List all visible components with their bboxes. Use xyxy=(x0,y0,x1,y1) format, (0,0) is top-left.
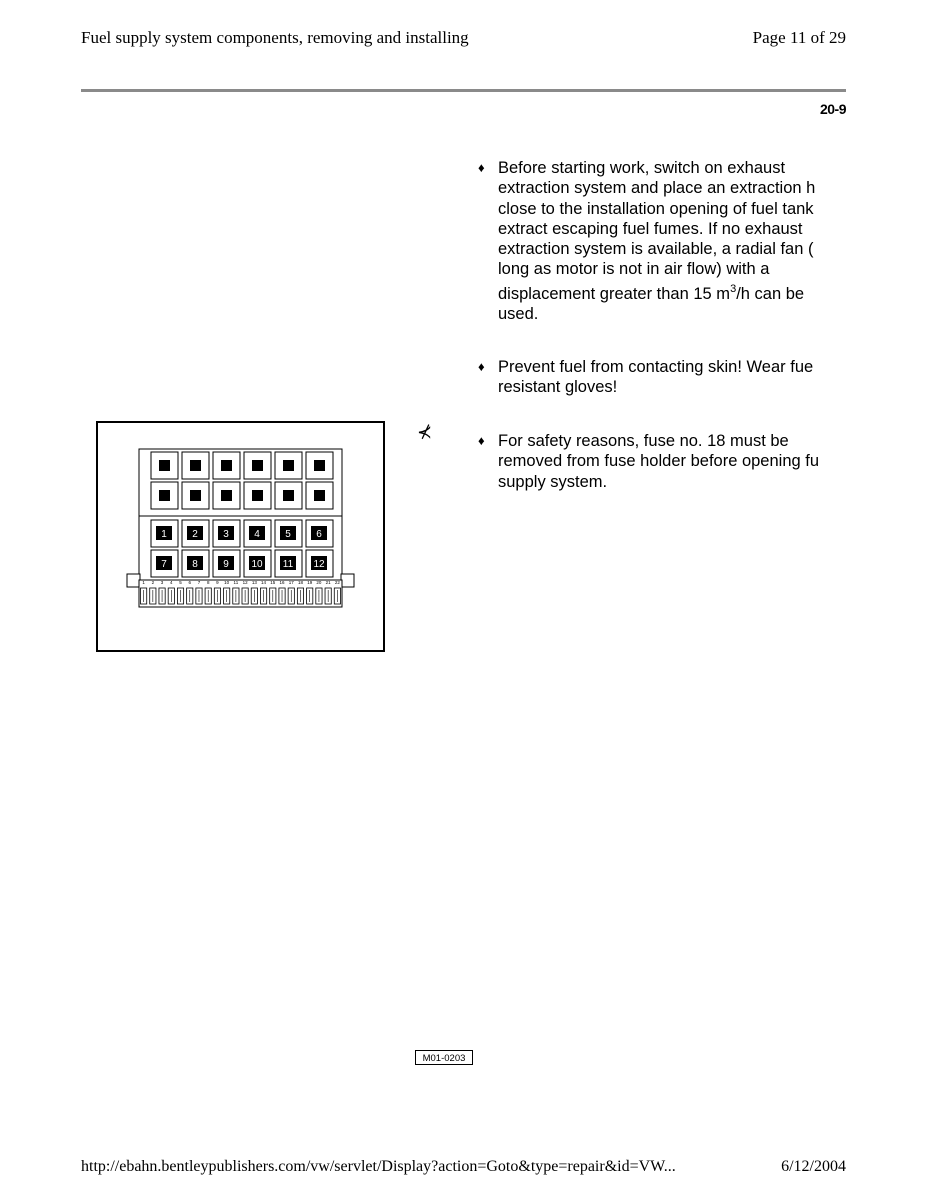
page-header-title: Fuel supply system components, removing and installing xyxy=(81,28,469,47)
bullet-diamond-icon: ♦ xyxy=(478,433,485,448)
fuse-relay-panel-figure xyxy=(96,421,466,1064)
bullet-diamond-icon: ♦ xyxy=(478,160,485,175)
numbered-relay-slot xyxy=(213,550,240,577)
header-divider xyxy=(81,89,846,92)
relay-slot xyxy=(275,452,302,479)
fuse-number: 21 xyxy=(325,580,331,585)
relay-number: 9 xyxy=(223,559,229,570)
fuse-number: 8 xyxy=(206,580,210,585)
relay-slot xyxy=(244,452,271,479)
fuse-number: 14 xyxy=(261,580,267,585)
footer-date: 6/12/2004 xyxy=(781,1158,846,1175)
instruction-line: Prevent fuel from contacting skin! Wear fue xyxy=(498,358,814,376)
numbered-relay-slot xyxy=(275,550,302,577)
fuse-number: 16 xyxy=(279,580,285,585)
instruction-line: removed from fuse holder before opening fu xyxy=(498,452,820,471)
instruction-item xyxy=(478,431,819,492)
instruction-line: supply system. xyxy=(498,472,608,491)
numbered-relay-slot xyxy=(244,520,271,547)
relay-number: 11 xyxy=(282,559,294,570)
numbered-relay-slot xyxy=(244,550,271,577)
relay-slot xyxy=(244,482,271,509)
fuse-number: 11 xyxy=(233,580,239,585)
numbered-relay-slot xyxy=(182,550,209,577)
instruction-item xyxy=(478,357,813,398)
relay-number: 7 xyxy=(161,559,167,570)
numbered-relay-slot xyxy=(213,520,240,547)
relay-slot xyxy=(151,482,178,509)
instruction-list xyxy=(478,158,846,518)
fuse-number: 22 xyxy=(334,580,340,585)
section-number: 20-9 xyxy=(819,101,846,117)
fuse-number: 13 xyxy=(251,580,257,585)
fuse-number: 15 xyxy=(270,580,276,585)
relay-slot xyxy=(306,482,333,509)
instruction-line: extraction system is available, a radial fan ( xyxy=(498,240,814,259)
relay-number: 2 xyxy=(192,529,198,540)
fuse-number: 17 xyxy=(288,580,294,585)
superscript-exponent: 3 xyxy=(730,282,737,295)
relay-number: 3 xyxy=(223,529,229,540)
fuse-relay-panel-illustration xyxy=(98,423,383,650)
relay-slot xyxy=(151,452,178,479)
fuse-number: 1 xyxy=(142,580,145,585)
instruction-line xyxy=(498,284,815,304)
instruction-line: extract escaping fuel fumes. If no exhaust xyxy=(498,219,803,238)
footer-url: http://ebahn.bentleypublishers.com/vw/servlet/Display?action=Goto&type=repair&id=VW... xyxy=(81,1158,676,1175)
fuse-number: 6 xyxy=(188,580,192,585)
relay-slot xyxy=(182,452,209,479)
relay-slot xyxy=(182,482,209,509)
instruction-item xyxy=(478,158,815,324)
fuse-number: 20 xyxy=(316,580,322,585)
relay-number: 8 xyxy=(192,559,198,570)
instruction-line: For safety reasons, fuse no. 18 must be xyxy=(498,432,789,450)
figure-pointer-icon: ⊀ xyxy=(417,422,433,442)
fuse-number: 12 xyxy=(242,580,248,585)
fuse-number: 7 xyxy=(197,580,201,585)
fuse-number: 4 xyxy=(170,580,173,585)
figure-code-label: M01-0203 xyxy=(415,1050,473,1065)
relay-number: 10 xyxy=(251,559,263,570)
relay-slot xyxy=(213,452,240,479)
relay-slot xyxy=(213,482,240,509)
displacement-text: displacement greater than 15 m xyxy=(498,284,731,303)
instruction-line: used. xyxy=(498,305,539,324)
page-number: Page 11 of 29 xyxy=(752,28,846,47)
instruction-line: long as motor is not in air flow) with a xyxy=(498,260,770,279)
fuse-number: 9 xyxy=(216,580,219,585)
numbered-relay-slot xyxy=(151,520,178,547)
relay-number: 4 xyxy=(254,529,260,540)
numbered-relay-slot xyxy=(306,520,333,547)
fuse-number: 2 xyxy=(151,580,155,585)
numbered-relay-slot xyxy=(151,550,178,577)
bullet-diamond-icon: ♦ xyxy=(478,359,485,374)
relay-slot xyxy=(306,452,333,479)
instruction-line: close to the installation opening of fuel tank xyxy=(498,199,814,218)
numbered-relay-slot xyxy=(306,550,333,577)
relay-number: 12 xyxy=(313,559,325,570)
fuse-number: 10 xyxy=(224,580,230,585)
numbered-relay-slot xyxy=(275,520,302,547)
fuse-number: 18 xyxy=(297,580,303,585)
relay-number: 1 xyxy=(161,529,167,540)
fuse-number: 3 xyxy=(160,580,164,585)
relay-slot xyxy=(275,482,302,509)
instruction-line: resistant gloves! xyxy=(498,378,618,397)
relay-number: 6 xyxy=(316,529,322,540)
displacement-unit-text: /h can be xyxy=(736,284,805,303)
fuse-number: 19 xyxy=(307,580,313,585)
instruction-line: extraction system and place an extraction h xyxy=(498,179,816,198)
fuse-number: 5 xyxy=(179,580,182,585)
relay-number: 5 xyxy=(285,529,291,540)
numbered-relay-slot xyxy=(182,520,209,547)
instruction-line: Before starting work, switch on exhaust xyxy=(498,159,786,177)
